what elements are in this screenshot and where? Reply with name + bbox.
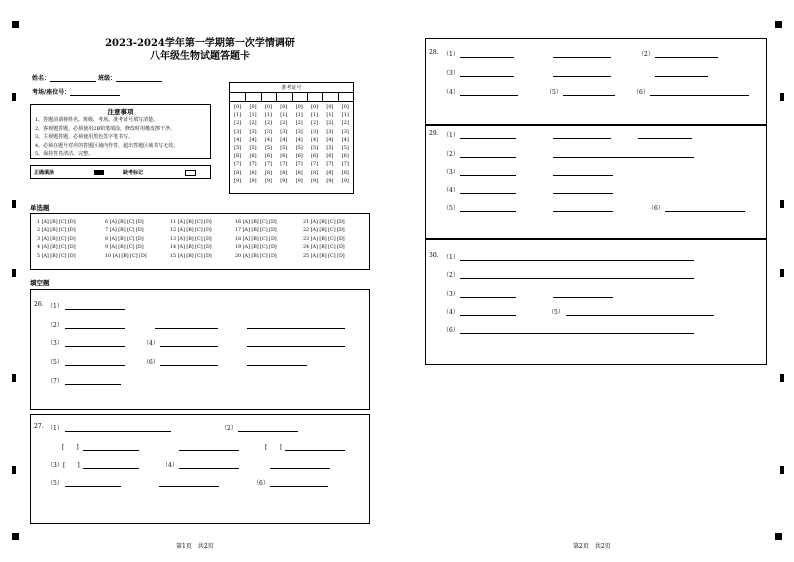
q29-part6-label: （6） (648, 205, 664, 212)
single-choice-question[interactable]: 4 [A] [B] [C] [D] (37, 245, 76, 251)
q26-part4-blank-b[interactable] (247, 346, 345, 347)
q27-part5-blank-b[interactable] (159, 486, 219, 487)
exam-digit-bubble[interactable]: [4] (295, 136, 303, 143)
q26-part1-blank[interactable] (65, 309, 125, 310)
q27-bracket-c: [ ] (63, 462, 80, 469)
q26-part3-label: （3） (47, 340, 63, 347)
exam-digit-bubble[interactable]: [7] (264, 161, 272, 168)
absent-mark-label: 缺考标记 (123, 170, 144, 176)
exam-digit-bubble[interactable]: [0] (295, 104, 303, 110)
exam-cell-divider (307, 92, 308, 101)
notes-list (35, 116, 178, 159)
exam-digit-bubble[interactable]: [5] (234, 145, 242, 152)
exam-digit-bubble[interactable]: [1] (264, 112, 272, 119)
q26-part5-label: （5） (47, 359, 63, 366)
single-choice-question[interactable]: 22 [A] [B] [C] [D] (303, 228, 345, 234)
q29-part4-blank-b[interactable] (553, 193, 613, 194)
single-choice-question[interactable]: 25 [A] [B] [C] [D] (303, 253, 345, 259)
exam-digit-bubble[interactable]: [1] (249, 112, 257, 119)
q26-part2-label: （2） (47, 322, 63, 329)
exam-digit-bubble[interactable]: [8] (326, 169, 334, 176)
q29-part4-label: （4） (443, 187, 459, 194)
exam-digit-bubble[interactable]: [1] (326, 112, 334, 119)
q27-part4-blank-b[interactable] (270, 468, 330, 469)
single-choice-question[interactable]: 6 [A] [B] [C] [D] (105, 220, 144, 225)
q28-part3-blank-c[interactable] (655, 76, 708, 77)
single-choice-question[interactable]: 12 [A] [B] [C] [D] (170, 228, 212, 234)
q26-part4-label: （4） (143, 340, 159, 347)
q26-part2-blank-a[interactable] (65, 328, 125, 329)
exam-cell-divider (322, 92, 323, 101)
q28-part6-blank[interactable] (650, 95, 749, 96)
q27-bracket-b: [ ] (265, 444, 282, 451)
exam-digit-bubble[interactable]: [0] (264, 104, 272, 110)
note-item: 4、必须在题号对应的答题区域内作答，超出答题区域书写无效。 (35, 142, 179, 149)
exam-digit-column[interactable] (249, 103, 258, 185)
q27-part5-label: （5） (47, 480, 63, 487)
exam-digit-bubble[interactable]: [6] (280, 153, 288, 160)
exam-digit-bubble[interactable]: [7] (311, 161, 319, 168)
q30-part1-blank[interactable] (460, 260, 694, 261)
exam-digit-column[interactable] (233, 103, 242, 185)
timing-mark (12, 93, 16, 101)
q26-part7-label: （7） (47, 378, 63, 385)
single-choice-column (235, 219, 277, 261)
timing-mark (780, 269, 784, 277)
exam-digit-bubble[interactable]: [2] (311, 120, 319, 127)
exam-digit-bubble[interactable]: [1] (311, 112, 319, 119)
timing-mark (12, 466, 16, 474)
exam-digit-bubble[interactable]: [8] (295, 169, 303, 176)
q29-answer-box (425, 125, 767, 239)
q26-number: 26. (34, 301, 44, 308)
exam-digit-bubble[interactable]: [2] (280, 120, 288, 127)
single-choice-question[interactable]: 5 [A] [B] [C] [D] (37, 253, 76, 259)
single-choice-question[interactable]: 2 [A] [B] [C] [D] (37, 228, 76, 234)
exam-digit-bubble[interactable]: [7] (341, 161, 349, 168)
exam-digit-column[interactable] (295, 103, 304, 185)
exam-digit-bubble[interactable]: [5] (341, 145, 349, 152)
q28-part2-blank[interactable] (655, 57, 718, 58)
q29-part3-blank-a[interactable] (460, 175, 516, 176)
title-line-1: 2023-2024学年第一学期第一次学情调研 (105, 38, 295, 49)
timing-mark (780, 466, 784, 474)
title-line-2: 八年级生物试题答题卡 (150, 51, 250, 62)
exam-digit-bubble[interactable]: [8] (341, 169, 349, 176)
exam-digit-bubble[interactable]: [1] (280, 112, 288, 119)
single-choice-question[interactable]: 19 [A] [B] [C] [D] (235, 245, 277, 251)
registration-mark (12, 21, 19, 28)
correct-fill-sample (94, 170, 104, 175)
q29-part4-blank-a[interactable] (460, 193, 516, 194)
exam-digit-bubble[interactable]: [7] (280, 161, 288, 168)
exam-digit-bubble[interactable]: [5] (311, 145, 319, 152)
exam-cell-divider (292, 92, 293, 101)
q28-part4-blank[interactable] (460, 95, 518, 96)
q26-answer-box (30, 289, 370, 410)
single-choice-options[interactable] (31, 218, 369, 268)
exam-digit-bubble[interactable]: [3] (264, 128, 272, 135)
exam-digit-column[interactable] (264, 103, 273, 185)
exam-digit-bubble[interactable]: [8] (280, 169, 288, 176)
room-seat-row (32, 87, 120, 96)
timing-mark (780, 93, 784, 101)
q29-part2-label: （2） (443, 151, 459, 158)
single-choice-question[interactable]: 7 [A] [B] [C] [D] (105, 228, 144, 234)
q28-part1-blank-b[interactable] (553, 57, 611, 58)
timing-mark (780, 374, 784, 382)
exam-digit-bubble[interactable]: [9] (249, 177, 257, 184)
single-choice-question[interactable]: 8 [A] [B] [C] [D] (105, 236, 144, 242)
q30-number: 30. (429, 252, 439, 259)
single-choice-question[interactable]: 1 [A] [B] [C] [D] (37, 220, 76, 225)
notes-box (30, 104, 211, 159)
divider (230, 101, 353, 102)
exam-digit-bubble[interactable]: [0] (341, 104, 349, 110)
q26-part6-blank[interactable] (160, 365, 218, 366)
q27-part5-blank[interactable] (65, 486, 121, 487)
single-choice-question[interactable]: 20 [A] [B] [C] [D] (235, 253, 277, 259)
exam-digit-bubble[interactable]: [3] (326, 128, 334, 135)
absent-mark-box[interactable] (185, 170, 196, 176)
note-item: 1、答题前请将姓名、班级、考场、准考证号填写清楚。 (35, 117, 159, 123)
q30-part5-blank[interactable] (566, 315, 714, 316)
single-choice-question[interactable]: 15 [A] [B] [C] [D] (170, 253, 212, 259)
timing-mark (12, 374, 16, 382)
class-label: 班级： (98, 75, 117, 82)
single-choice-question[interactable]: 10 [A] [B] [C] [D] (105, 253, 147, 259)
single-choice-column (170, 219, 212, 261)
timing-mark (12, 269, 16, 277)
q29-number: 29. (429, 130, 439, 137)
q30-part4-label: （4） (443, 309, 459, 316)
q29-part6-blank[interactable] (665, 211, 745, 212)
q28-part1-blank-a[interactable] (460, 57, 514, 58)
q26-part3-blank[interactable] (65, 346, 125, 347)
exam-digit-bubble[interactable]: [8] (234, 169, 242, 176)
q28-part3-blank-a[interactable] (460, 76, 514, 77)
q26-part2-blank-b[interactable] (155, 328, 218, 329)
q26-part7-blank[interactable] (65, 384, 121, 385)
exam-cell-divider (245, 92, 246, 101)
q30-part3-blank-b[interactable] (553, 297, 613, 298)
exam-digit-bubble[interactable]: [9] (326, 177, 334, 184)
q29-part1-blank-b[interactable] (553, 138, 611, 139)
exam-digit-bubble[interactable]: [6] (311, 153, 319, 160)
timing-mark (12, 200, 16, 208)
exam-digit-bubble[interactable]: [5] (249, 145, 257, 152)
q30-part2-blank[interactable] (460, 278, 694, 279)
q27-answer-box (30, 414, 370, 524)
q29-part1-blank-c[interactable] (638, 138, 692, 139)
q28-part5-label: （5） (546, 89, 562, 96)
q30-part5-label: （5） (548, 309, 564, 316)
single-choice-question[interactable]: 23 [A] [B] [C] [D] (303, 236, 345, 242)
class-field[interactable] (116, 74, 162, 82)
q30-part6-blank[interactable] (460, 333, 694, 334)
q27-part4-blank[interactable] (179, 468, 239, 469)
q29-part5-label: （5） (443, 205, 459, 212)
exam-digit-bubble[interactable]: [4] (264, 136, 272, 143)
page-2-footer: 第2页 共2页 (573, 543, 611, 550)
exam-digit-bubble[interactable]: [6] (341, 153, 349, 160)
note-item: 3、主观题答题，必须使用黑色签字笔书写。 (35, 134, 134, 141)
q26-part5-blank[interactable] (65, 365, 125, 366)
exam-digit-bubble[interactable]: [9] (280, 177, 288, 184)
q28-part2-label: （2） (638, 51, 654, 58)
name-field[interactable] (50, 74, 96, 82)
exam-digit-bubble[interactable]: [9] (234, 177, 242, 184)
q27-part6-label: （6） (253, 480, 269, 487)
q29-part1-label: （1） (443, 132, 459, 139)
exam-cell-divider (338, 92, 339, 101)
exam-number-write-cells[interactable] (230, 92, 353, 101)
exam-digit-column[interactable] (341, 103, 350, 185)
exam-digit-bubble[interactable]: [4] (249, 136, 257, 143)
registration-mark (775, 533, 782, 540)
correct-fill-label: 正确填涂 (34, 170, 55, 176)
exam-digit-bubble[interactable]: [9] (264, 177, 272, 184)
q28-part4-label: （4） (443, 89, 459, 96)
exam-digit-bubble[interactable]: [4] (341, 136, 349, 143)
q26-part6-blank-b[interactable] (247, 365, 307, 366)
exam-digit-bubble[interactable]: [6] (234, 153, 242, 160)
q30-part3-label: （3） (443, 291, 459, 298)
note-item: 5、保持答卷清洁、完整。 (35, 151, 94, 158)
exam-digit-bubble[interactable]: [6] (295, 153, 303, 160)
q28-part5-blank[interactable] (563, 95, 615, 96)
single-choice-question[interactable]: 24 [A] [B] [C] [D] (303, 245, 345, 251)
q29-part5-blank-b[interactable] (553, 211, 613, 212)
exam-digit-bubble[interactable]: [1] (234, 112, 242, 119)
q27-part2-label: （2） (221, 425, 237, 432)
q29-part2-blank-a[interactable] (460, 157, 516, 158)
q30-part1-label: （1） (443, 254, 459, 261)
exam-digit-bubble[interactable]: [4] (234, 136, 242, 143)
q28-part3-label: （3） (443, 70, 459, 77)
exam-digit-column[interactable] (279, 103, 288, 185)
q29-part3-blank-b[interactable] (553, 175, 613, 176)
q27-blank-c[interactable] (285, 450, 345, 451)
exam-number-bubbles[interactable] (230, 103, 353, 193)
exam-digit-column[interactable] (325, 103, 334, 185)
exam-digit-bubble[interactable]: [3] (280, 128, 288, 135)
single-choice-question[interactable]: 18 [A] [B] [C] [D] (235, 236, 277, 242)
exam-digit-bubble[interactable]: [5] (295, 145, 303, 152)
exam-digit-bubble[interactable]: [0] (234, 104, 242, 110)
exam-digit-bubble[interactable]: [6] (326, 153, 334, 160)
exam-digit-bubble[interactable]: [7] (234, 161, 242, 168)
single-choice-question[interactable]: 9 [A] [B] [C] [D] (105, 245, 144, 251)
single-choice-question[interactable]: 21 [A] [B] [C] [D] (303, 220, 345, 225)
q29-part2-blank-b[interactable] (553, 157, 694, 158)
room-seat-field[interactable] (70, 88, 120, 96)
fill-example-box (30, 165, 211, 179)
exam-number-title: 准考证号 (281, 85, 302, 91)
exam-digit-bubble[interactable]: [7] (326, 161, 334, 168)
q27-part6-blank[interactable] (270, 486, 328, 487)
exam-digit-bubble[interactable]: [0] (326, 104, 334, 110)
exam-digit-bubble[interactable]: [9] (311, 177, 319, 184)
exam-digit-bubble[interactable]: [3] (295, 128, 303, 135)
q27-number: 27. (34, 423, 44, 430)
page-1-footer: 第1页 共2页 (176, 543, 214, 550)
exam-digit-bubble[interactable]: [6] (249, 153, 257, 160)
single-choice-question[interactable]: 11 [A] [B] [C] [D] (170, 220, 212, 225)
exam-digit-bubble[interactable]: [1] (341, 112, 349, 119)
exam-digit-column[interactable] (310, 103, 319, 185)
exam-digit-bubble[interactable]: [2] (341, 120, 349, 127)
exam-digit-bubble[interactable]: [4] (311, 136, 319, 143)
q30-part2-label: （2） (443, 272, 459, 279)
exam-digit-bubble[interactable]: [6] (264, 153, 272, 160)
timing-mark (780, 200, 784, 208)
section-single-choice: 单选题 (30, 204, 50, 212)
notes-title: 注意事项 (107, 108, 134, 116)
single-choice-question[interactable]: 13 [A] [B] [C] [D] (170, 236, 212, 242)
exam-digit-bubble[interactable]: [2] (295, 120, 303, 127)
exam-digit-bubble[interactable]: [1] (295, 112, 303, 119)
exam-number-grid (229, 82, 354, 194)
q28-part6-label: （6） (633, 89, 649, 96)
name-label: 姓名： (32, 75, 51, 82)
exam-digit-bubble[interactable]: [5] (326, 145, 334, 152)
single-choice-column (105, 219, 147, 261)
single-choice-box (30, 213, 370, 270)
exam-digit-bubble[interactable]: [2] (264, 120, 272, 127)
exam-cell-divider (261, 92, 262, 101)
exam-digit-bubble[interactable]: [3] (311, 128, 319, 135)
exam-digit-bubble[interactable]: [8] (311, 169, 319, 176)
q26-part6-label: （6） (143, 359, 159, 366)
exam-digit-bubble[interactable]: [5] (264, 145, 272, 152)
q26-part2-blank-c[interactable] (247, 328, 345, 329)
single-choice-question[interactable]: 3 [A] [B] [C] [D] (37, 236, 76, 242)
registration-mark (775, 21, 782, 28)
q27-blank-a[interactable] (83, 450, 139, 451)
exam-cell-divider (276, 92, 277, 101)
single-choice-question[interactable]: 17 [A] [B] [C] [D] (235, 228, 277, 234)
q30-part6-label: （6） (443, 327, 459, 334)
q27-part3-label: （3） (47, 462, 63, 469)
exam-digit-bubble[interactable]: [3] (249, 128, 257, 135)
exam-digit-bubble[interactable]: [2] (234, 120, 242, 127)
single-choice-question[interactable]: 14 [A] [B] [C] [D] (170, 245, 212, 251)
exam-digit-bubble[interactable]: [2] (249, 120, 257, 127)
exam-digit-bubble[interactable]: [0] (311, 104, 319, 110)
exam-digit-bubble[interactable]: [7] (249, 161, 257, 168)
q28-part1-label: （1） (443, 51, 459, 58)
exam-digit-bubble[interactable]: [8] (264, 169, 272, 176)
exam-digit-bubble[interactable]: [3] (234, 128, 242, 135)
note-item: 2、客观题答题，必须使用2B铅笔填涂，修改时用橡皮擦干净。 (35, 125, 176, 132)
q27-blank-b[interactable] (179, 450, 239, 451)
q30-part4-blank[interactable] (460, 315, 516, 316)
exam-digit-bubble[interactable]: [8] (249, 169, 257, 176)
room-seat-label: 考场/座位号： (32, 89, 71, 96)
q27-part2-blank[interactable] (238, 431, 298, 432)
exam-digit-bubble[interactable]: [7] (295, 161, 303, 168)
name-row (32, 73, 162, 82)
q28-part3-blank-b[interactable] (553, 76, 611, 77)
page-title (30, 37, 370, 63)
q29-part3-label: （3） (443, 169, 459, 176)
single-choice-column (37, 219, 76, 261)
single-choice-column (303, 219, 345, 261)
single-choice-question[interactable]: 16 [A] [B] [C] [D] (235, 220, 277, 225)
q26-part4-blank[interactable] (160, 346, 218, 347)
q29-part1-blank-a[interactable] (460, 138, 516, 139)
q27-part1-label: （1） (47, 425, 63, 432)
q27-part4-label: （4） (162, 462, 178, 469)
registration-mark (12, 533, 19, 540)
q27-part3-blank[interactable] (83, 468, 139, 469)
q27-part1-blank[interactable] (65, 431, 171, 432)
exam-digit-bubble[interactable]: [2] (326, 120, 334, 127)
q27-bracket-a: [ ] (62, 444, 79, 451)
q28-number: 28. (429, 49, 439, 56)
exam-digit-bubble[interactable]: [0] (249, 104, 257, 110)
q30-part3-blank-a[interactable] (460, 297, 516, 298)
q26-part1-label: （1） (47, 303, 63, 310)
q29-part5-blank-a[interactable] (460, 211, 516, 212)
exam-digit-bubble[interactable]: [4] (326, 136, 334, 143)
exam-digit-bubble[interactable]: [5] (280, 145, 288, 152)
q30-answer-box (425, 239, 767, 365)
q28-answer-box (425, 38, 767, 125)
section-fill-blank: 填空题 (30, 279, 50, 287)
exam-digit-bubble[interactable]: [3] (341, 128, 349, 135)
exam-digit-bubble[interactable]: [4] (280, 136, 288, 143)
exam-digit-bubble[interactable]: [9] (341, 177, 349, 184)
exam-digit-bubble[interactable]: [9] (295, 177, 303, 184)
exam-digit-bubble[interactable]: [0] (280, 104, 288, 110)
